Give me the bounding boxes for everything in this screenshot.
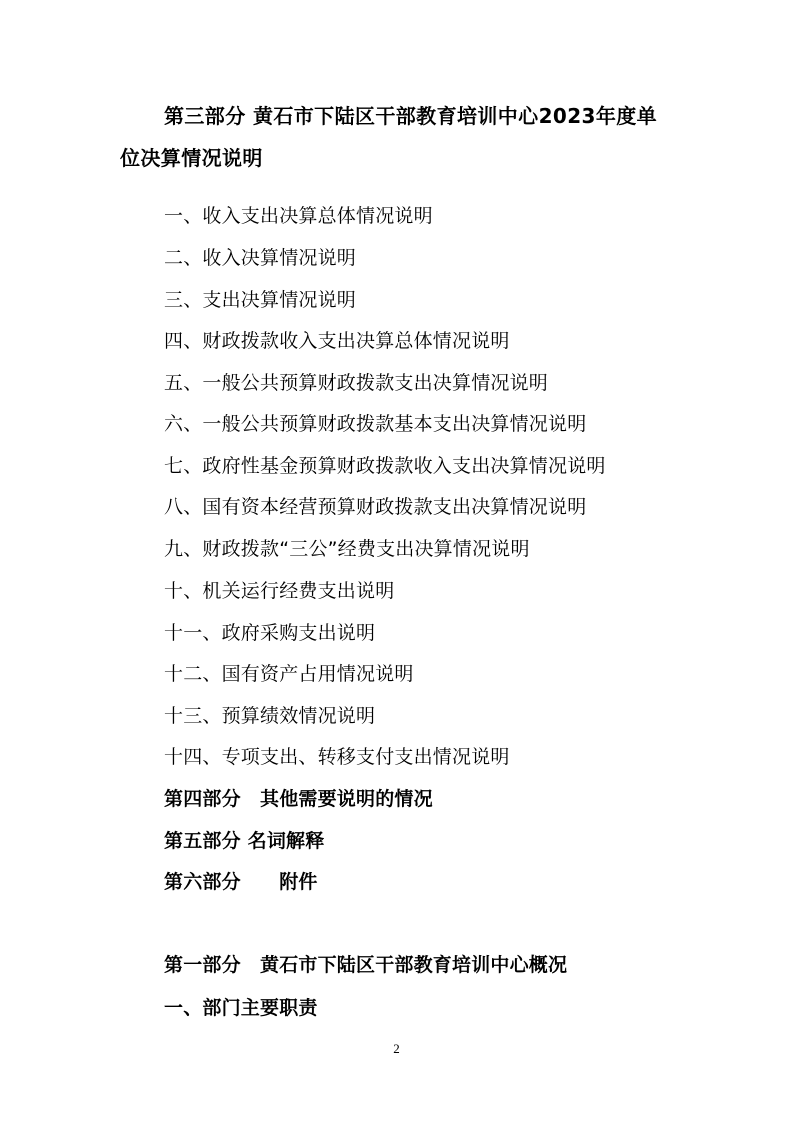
toc-item: 十三、预算绩效情况说明 (164, 705, 376, 727)
part-four-heading: 第四部分 其他需要说明的情况 (164, 788, 433, 810)
toc-item: 三、支出决算情况说明 (164, 289, 357, 311)
toc-item: 一、收入支出决算总体情况说明 (164, 205, 433, 227)
toc-item: 九、财政拨款“三公”经费支出决算情况说明 (164, 538, 530, 560)
part-three-heading-line-2: 位决算情况说明 (120, 146, 263, 170)
part-six-heading: 第六部分 附件 (164, 871, 318, 893)
toc-item: 十二、国有资产占用情况说明 (164, 663, 414, 685)
toc-item: 四、财政拨款收入支出决算总体情况说明 (164, 330, 510, 352)
toc-item: 八、国有资本经营预算财政拨款支出决算情况说明 (164, 496, 587, 518)
page-number: 2 (393, 1041, 400, 1056)
toc-item: 七、政府性基金预算财政拨款收入支出决算情况说明 (164, 455, 606, 477)
toc-item: 十、机关运行经费支出说明 (164, 580, 395, 602)
part-three-heading-line-1: 第三部分 黄石市下陆区干部教育培训中心2023年度单 (164, 104, 658, 128)
part-one-heading: 第一部分 黄石市下陆区干部教育培训中心概况 (164, 954, 568, 976)
toc-item: 六、一般公共预算财政拨款基本支出决算情况说明 (164, 413, 587, 435)
part-five-heading: 第五部分 名词解释 (164, 830, 325, 852)
toc-item: 十一、政府采购支出说明 (164, 622, 376, 644)
section-subheading: 一、部门主要职责 (164, 997, 318, 1019)
toc-item: 十四、专项支出、转移支付支出情况说明 (164, 746, 510, 768)
toc-item: 二、收入决算情况说明 (164, 247, 357, 269)
toc-item: 五、一般公共预算财政拨款支出决算情况说明 (164, 372, 549, 394)
